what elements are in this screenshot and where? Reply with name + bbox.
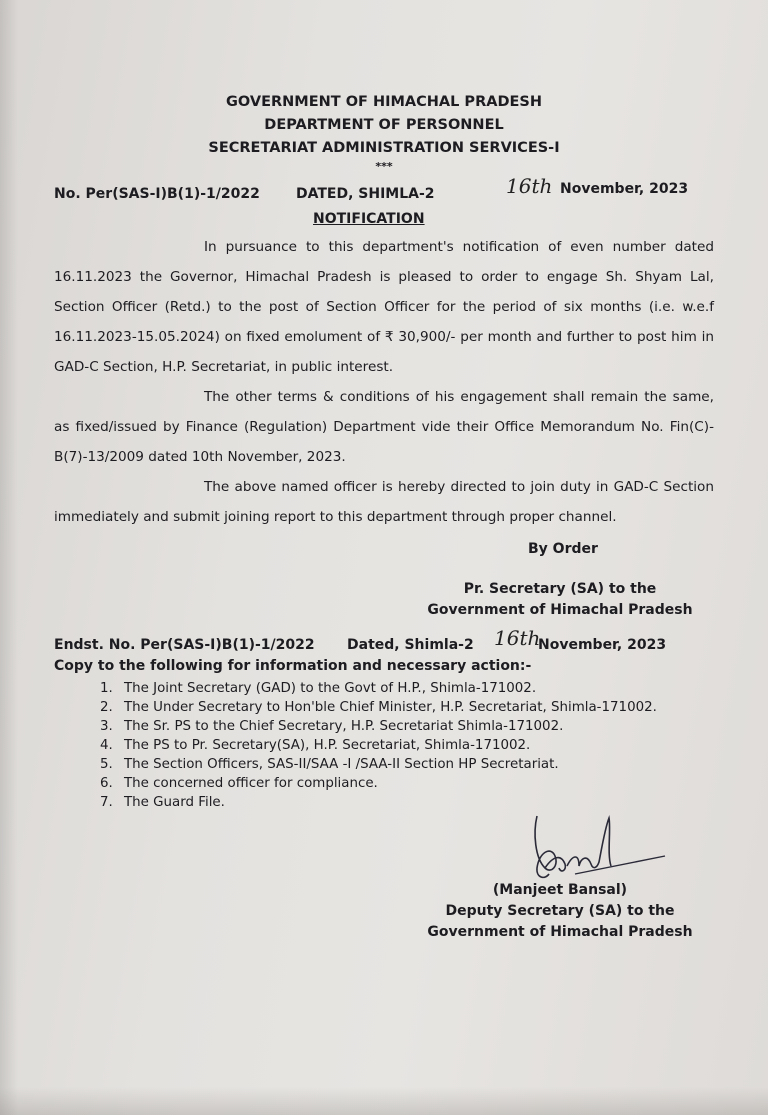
signatory-deputy-line2: Government of Himachal Pradesh: [427, 924, 693, 940]
notification-title: NOTIFICATION: [313, 211, 425, 227]
endorsement-handwritten-date: 16th: [494, 626, 541, 650]
reference-month-year: November, 2023: [560, 181, 689, 197]
signatory-principal-line1: Pr. Secretary (SA) to the: [463, 581, 657, 597]
body-paragraph-3: The above named officer is hereby directed to join duty in GAD-C Section immediately and submit joining report to this department through proper channel.: [54, 479, 714, 525]
header-department: DEPARTMENT OF PERSONNEL: [264, 117, 504, 133]
signature-image: [515, 808, 675, 888]
signatory-deputy-line1: Deputy Secretary (SA) to the: [445, 903, 675, 919]
handwritten-date: 16th: [506, 174, 553, 198]
reference-number: No. Per(SAS-I)B(1)-1/2022: [54, 186, 260, 202]
endorsement-month-year: November, 2023: [538, 637, 667, 653]
endorsement-number: Endst. No. Per(SAS-I)B(1)-1/2022: [54, 637, 315, 653]
body-paragraph-2: The other terms & conditions of his engagement shall remain the same, as fixed/issued by Finance (Regulation) Department vide their Office Memorandum No. Fin(C)-B(7)-13/2009 dated 10th November, 2023.: [54, 389, 714, 465]
by-order: By Order: [528, 541, 598, 557]
endorsement-dated: Dated, Shimla-2: [347, 637, 474, 653]
list-item: 7. The Guard File.: [100, 795, 225, 810]
signatory-name: (Manjeet Bansal): [492, 882, 628, 898]
page-bottom-shadow: [0, 1087, 768, 1115]
body-paragraph-1: In pursuance to this department's notification of even number dated 16.11.2023 the Governor, Himachal Pradesh is pleased to order to engage Sh. Shyam Lal, Section Officer (Retd.) to the post of Section Officer for the period of six months (i.e. w.e.f 16.11.2023-15.05.2024) on fixed emolument of ₹ 30,900/- per month and further to post him in GAD-C Section, H.P. Secretariat, in public interest.: [54, 239, 714, 375]
reference-dated: DATED, SHIMLA-2: [296, 186, 435, 202]
copy-heading: Copy to the following for information and necessary action:-: [54, 658, 532, 674]
list-item: 1. The Joint Secretary (GAD) to the Govt of H.P., Shimla-171002.: [100, 681, 537, 696]
body-paragraphs: [54, 232, 714, 532]
list-item: 4. The PS to Pr. Secretary(SA), H.P. Secretariat, Shimla-171002.: [100, 738, 531, 753]
list-item: 5. The Section Officers, SAS-II/SAA -I /SAA-II Section HP Secretariat.: [100, 757, 559, 772]
header-section: SECRETARIAT ADMINISTRATION SERVICES-I: [208, 140, 560, 156]
signatory-principal-secretary: [420, 579, 700, 621]
list-item: 3. The Sr. PS to the Chief Secretary, H.P. Secretariat Shimla-171002.: [100, 719, 564, 734]
signatory-principal-line2: Government of Himachal Pradesh: [427, 602, 693, 618]
signatory-deputy-secretary: [420, 880, 700, 943]
list-item: 6. The concerned officer for compliance.: [100, 776, 378, 791]
header-government: GOVERNMENT OF HIMACHAL PRADESH: [226, 94, 542, 110]
header-stars: ***: [375, 160, 393, 173]
copy-list: [100, 679, 657, 812]
list-item: 2. The Under Secretary to Hon'ble Chief Minister, H.P. Secretariat, Shimla-171002.: [100, 700, 657, 715]
